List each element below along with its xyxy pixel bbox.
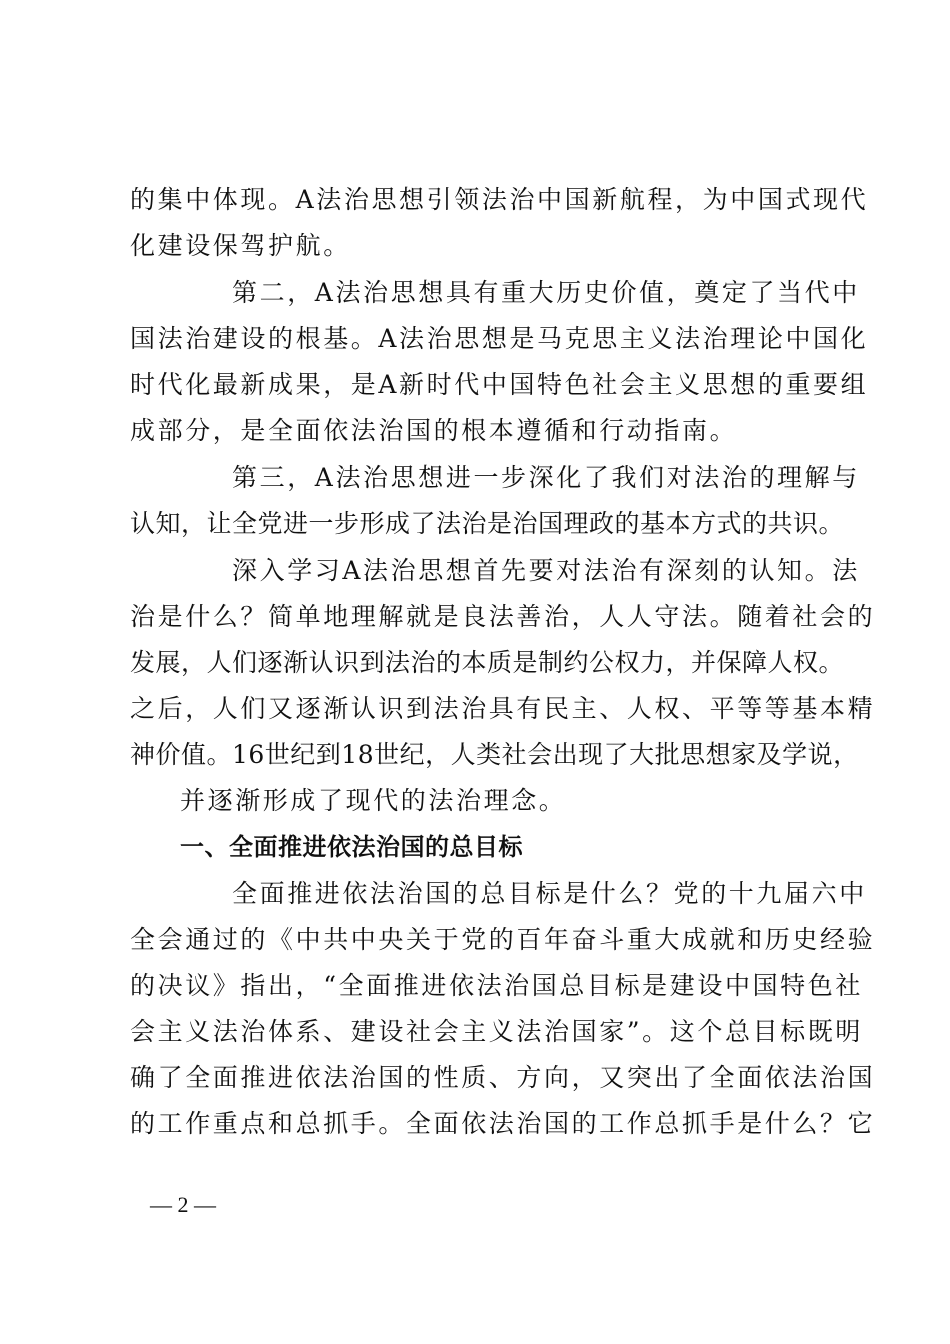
text-line: 的工作重点和总抓手。全面依法治国的工作总抓手是什么？它 <box>130 1109 876 1138</box>
text-line: 并逐渐形成了现代的法治理念。 <box>180 786 567 815</box>
text-line: 发展，人们逐渐认识到法治的本质是制约公权力，并保障人权。 <box>130 648 845 677</box>
paragraph-start: 第三，A法治思想进一步深化了我们对法治的理解与 <box>232 463 860 492</box>
text-line: 化建设保驾护航。 <box>130 231 351 260</box>
text-line: 认知，让全党进一步形成了法治是治国理政的基本方式的共识。 <box>130 509 845 538</box>
text-line: 国法治建设的根基。A法治思想是马克思主义法治理论中国化 <box>130 324 869 353</box>
text-line: 的集中体现。A法治思想引领法治中国新航程，为中国式现代 <box>130 185 869 214</box>
text-line: 的决议》指出，“全面推进依法治国总目标是建设中国特色社 <box>130 971 863 1000</box>
text-line: 确了全面推进依法治国的性质、方向，又突出了全面依法治国 <box>130 1063 876 1092</box>
text-line: 成部分，是全面依法治国的根本遵循和行动指南。 <box>130 416 738 445</box>
text-line: 神价值。16世纪到18世纪，人类社会出现了大批思想家及学说， <box>130 740 859 769</box>
text-line: 时代化最新成果，是A新时代中国特色社会主义思想的重要组 <box>130 370 869 399</box>
text-line: 治是什么？简单地理解就是良法善治，人人守法。随着社会的 <box>130 602 876 631</box>
page-number: — 2 — <box>150 1192 216 1217</box>
paragraph-start: 深入学习A法治思想首先要对法治有深刻的认知。法 <box>232 556 860 585</box>
paragraph-start: 第二，A法治思想具有重大历史价值，奠定了当代中 <box>232 278 860 307</box>
text-line: 会主义法治体系、建设社会主义法治国家”。这个总目标既明 <box>130 1017 863 1046</box>
paragraph-start: 全面推进依法治国的总目标是什么？党的十九届六中 <box>232 879 867 908</box>
section-heading: 一、全面推进依法治国的总目标 <box>180 833 523 861</box>
text-line: 之后，人们又逐渐认识到法治具有民主、人权、平等等基本精 <box>130 694 876 723</box>
text-line: 全会通过的《中共中央关于党的百年奋斗重大成就和历史经验 <box>130 925 876 954</box>
